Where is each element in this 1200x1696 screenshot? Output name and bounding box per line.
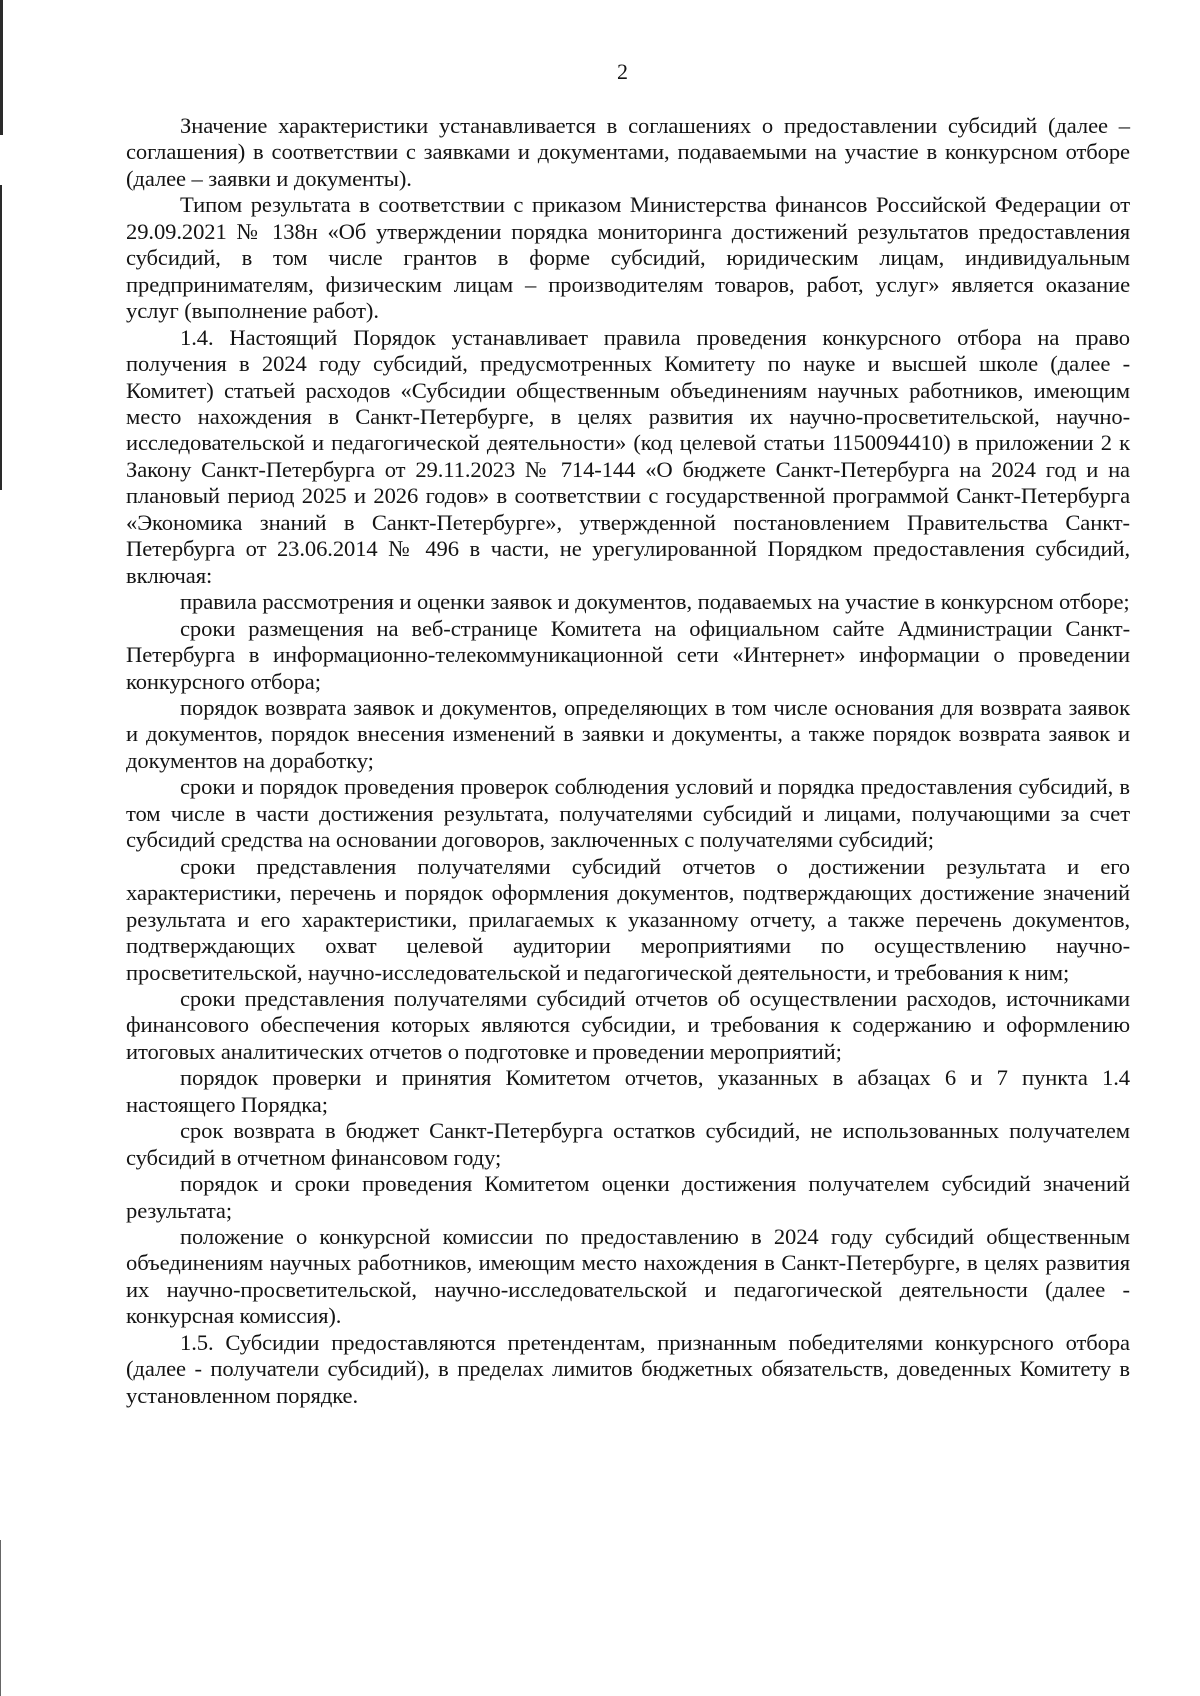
paragraph: порядок проверки и принятия Комитетом отчетов, указанных в абзацах 6 и 7 пункта 1.4 настоящего Порядка; bbox=[126, 1065, 1130, 1117]
paragraph: сроки размещения на веб-странице Комитета на официальном сайте Администрации Санкт-Петербурга в информационно-телекоммуникационной сети «Интернет» информации о проведении конкурсного отбора; bbox=[126, 615, 1130, 694]
paragraph: порядок возврата заявок и документов, определяющих в том числе основания для возврата заявок и документов, порядок внесения изменений в заявки и документы, а также порядок возврата заявок и документов на доработку; bbox=[126, 694, 1130, 773]
paragraph: Типом результата в соответствии с приказом Министерства финансов Российской Федерации от 29.09.2021 № 138н «Об утверждении порядка мониторинга достижений результатов предоставления субсидий, в том числе грантов в форме субсидий, юридическим лицам, индивидуальным предпринимателям, физическим лицам – производителям товаров, работ, услуг» является оказание услуг (выполнение работ). bbox=[126, 192, 1130, 324]
paragraph: сроки и порядок проведения проверок соблюдения условий и порядка предоставления субсидий, в том числе в части достижения результата, получателями субсидий и лицами, получающими за счет субсидий средства на основании договоров, заключенных с получателями субсидий; bbox=[126, 774, 1130, 853]
paragraph: Значение характеристики устанавливается в соглашениях о предоставлении субсидий (далее – соглашения) в соответствии с заявками и документами, подаваемыми на участие в конкурсном отборе (далее – заявки и документы). bbox=[126, 113, 1130, 191]
page-number: 2 bbox=[617, 59, 628, 84]
scan-edge-mark bbox=[0, 1540, 1, 1696]
paragraph: сроки представления получателями субсидий отчетов о достижении результата и его характеристики, перечень и порядок оформления документов, подтверждающих достижение значений результата и его характеристики, прилагаемых к указанному отчету, а также перечень документов, подтверждающих охват целевой аудитории мероприятиями по осуществлению научно-просветительской, научно-исследовательской и педагогической деятельности, и требования к ним; bbox=[126, 853, 1130, 985]
paragraph: 1.5. Субсидии предоставляются претендентам, признанным победителями конкурсного отбора (далее - получатели субсидий), в пределах лимитов бюджетных обязательств, доведенных Комитету в установленном порядке. bbox=[126, 1329, 1130, 1408]
paragraph: срок возврата в бюджет Санкт-Петербурга остатков субсидий, не использованных получателем субсидий в отчетном финансовом году; bbox=[126, 1118, 1130, 1170]
paragraph: порядок и сроки проведения Комитетом оценки достижения получателем субсидий значений результата; bbox=[126, 1171, 1130, 1223]
document-body bbox=[126, 113, 1130, 1409]
paragraph: положение о конкурсной комиссии по предоставлению в 2024 году субсидий общественным объединениям научных работников, имеющим место нахождения в Санкт-Петербурге, в целях развития их научно-просветительской, научно-исследовательской и педагогической деятельности (далее - конкурсная комиссия). bbox=[126, 1224, 1130, 1329]
scan-edge-mark bbox=[0, 185, 2, 490]
paragraph: 1.4. Настоящий Порядок устанавливает правила проведения конкурсного отбора на право получения в 2024 году субсидий, предусмотренных Комитету по науке и высшей школе (далее - Комитет) статьей расходов «Субсидии общественным объединениям научных работников, имеющим место нахождения в Санкт-Петербурге, в целях развития их научно-просветительской, научно-исследовательской и педагогической деятельности» (код целевой статьи 1150094410) в приложении 2 к Закону Санкт-Петербурга от 29.11.2023 № 714-144 «О бюджете Санкт-Петербурга на 2024 год и на плановый период 2025 и 2026 годов» в соответствии с государственной программой Санкт-Петербурга «Экономика знаний в Санкт-Петербурге», утвержденной постановлением Правительства Санкт-Петербурга от 23.06.2014 № 496 в части, не урегулированной Порядком предоставления субсидий, включая: bbox=[126, 324, 1130, 588]
paragraph: сроки представления получателями субсидий отчетов об осуществлении расходов, источниками финансового обеспечения которых являются субсидии, и требования к содержанию и оформлению итоговых аналитических отчетов о подготовке и проведении мероприятий; bbox=[126, 985, 1130, 1064]
paragraph: правила рассмотрения и оценки заявок и документов, подаваемых на участие в конкурсном отборе; bbox=[180, 589, 1130, 615]
